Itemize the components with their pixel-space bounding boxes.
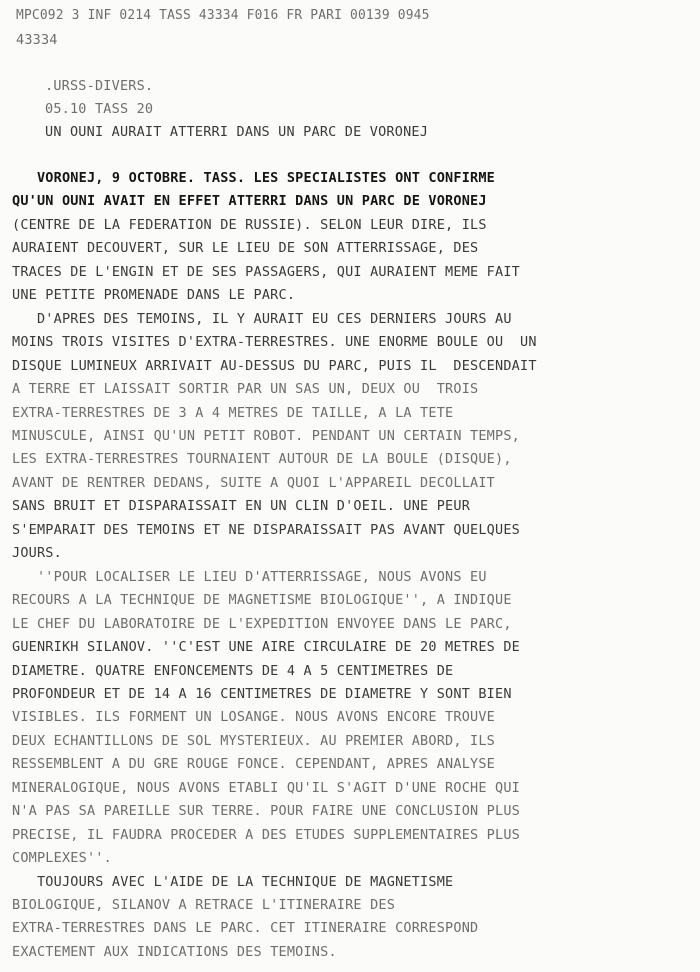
body-line: A TERRE ET LAISSAIT SORTIR PAR UN SAS UN, DEUX OU TROIS (12, 381, 479, 397)
body-line: COMPLEXES''. (12, 850, 112, 866)
body-line: BIOLOGIQUE, SILANOV A RETRACE L'ITINERAIRE DES (12, 896, 396, 913)
body-line: EXACTEMENT AUX INDICATIONS DES TEMOINS. (12, 943, 337, 960)
body-line: RECOURS A LA TECHNIQUE DE MAGNETISME BIOLOGIQUE'', A INDIQUE (12, 592, 512, 609)
body-line: AURAIENT DECOUVERT, SUR LE LIEU DE SON ATTERRISSAGE, DES (12, 240, 479, 257)
body-line: VISIBLES. ILS FORMENT UN LOSANGE. NOUS AVONS ENCORE TROUVE (12, 709, 496, 726)
body-line: QU'UN OUNI AVAIT EN EFFET ATTERRI DANS UN PARC DE VORONEJ (12, 193, 487, 210)
body-line: AVANT DE RENTRER DEDANS, SUITE A QUOI L'APPAREIL DECOLLAIT (12, 474, 496, 491)
body-line: PROFONDEUR ET DE 14 A 16 CENTIMETRES DE DIAMETRE Y SONT BIEN (12, 685, 512, 702)
headline: UN OUNI AURAIT ATTERRI DANS UN PARC DE VORONEJ (45, 124, 429, 140)
routing-line: MPC092 3 INF 0214 TASS 43334 F016 FR PARI 00139 0945 (16, 7, 430, 23)
body-line: JOURS. (12, 545, 62, 562)
body-line: D'APRES DES TEMOINS, IL Y AURAIT EU CES DERNIERS JOURS AU (12, 310, 512, 327)
body-line: TRACES DE L'ENGIN ET DE SES PASSAGERS, QUI AURAIENT MEME FAIT (12, 263, 520, 280)
body-line: LE CHEF DU LABORATOIRE DE L'EXPEDITION ENVOYEE DANS LE PARC, (12, 615, 512, 632)
body-line: N'A PAS SA PAREILLE SUR TERRE. POUR FAIRE UNE CONCLUSION PLUS (12, 803, 520, 820)
body-line: MINUSCULE, AINSI QU'UN PETIT ROBOT. PENDANT UN CERTAIN TEMPS, (12, 427, 520, 444)
body-line: LES EXTRA-TERRESTRES TOURNAIENT AUTOUR DE LA BOULE (DISQUE), (12, 451, 512, 468)
body-line: MINERALOGIQUE, NOUS AVONS ETABLI QU'IL S'AGIT D'UNE ROCHE QUI (12, 779, 520, 796)
body-line: GUENRIKH SILANOV. ''C'EST UNE AIRE CIRCULAIRE DE 20 METRES DE (12, 639, 520, 655)
body-line: TOUJOURS AVEC L'AIDE DE LA TECHNIQUE DE MAGNETISME (12, 873, 454, 890)
body-line: (CENTRE DE LA FEDERATION DE RUSSIE). SELON LEUR DIRE, ILS (12, 216, 487, 233)
body-line: DISQUE LUMINEUX ARRIVAIT AU-DESSUS DU PARC, PUIS IL DESCENDAIT (12, 357, 537, 374)
body-line: RESSEMBLENT A DU GRE ROUGE FONCE. CEPENDANT, APRES ANALYSE (12, 756, 496, 773)
body-line: MOINS TROIS VISITES D'EXTRA-TERRESTRES. UNE ENORME BOULE OU UN (12, 334, 537, 351)
body-line: EXTRA-TERRESTRES DE 3 A 4 METRES DE TAILLE, A LA TETE (12, 404, 454, 421)
code-line: 43334 (16, 32, 58, 48)
body-line: SANS BRUIT ET DISPARAISSAIT EN UN CLIN D'OEIL. UNE PEUR (12, 498, 471, 515)
body-line: PRECISE, IL FAUDRA PROCEDER A DES ETUDES SUPPLEMENTAIRES PLUS (12, 826, 520, 843)
body-line: S'EMPARAIT DES TEMOINS ET NE DISPARAISSAIT PAS AVANT QUELQUES (12, 521, 520, 538)
body-line: UNE PETITE PROMENADE DANS LE PARC. (12, 287, 296, 304)
body-line: DEUX ECHANTILLONS DE SOL MYSTERIEUX. AU PREMIER ABORD, ILS (12, 732, 496, 749)
category-line: .URSS-DIVERS. (45, 78, 154, 94)
body-line: EXTRA-TERRESTRES DANS LE PARC. CET ITINERAIRE CORRESPOND (12, 920, 479, 937)
body-line: ''POUR LOCALISER LE LIEU D'ATTERRISSAGE, NOUS AVONS EU (12, 568, 487, 585)
time-source-line: 05.10 TASS 20 (45, 101, 154, 117)
body-line: DIAMETRE. QUATRE ENFONCEMENTS DE 4 A 5 CENTIMETRES DE (12, 662, 454, 679)
body-line: VORONEJ, 9 OCTOBRE. TASS. LES SPECIALISTES ONT CONFIRME (12, 170, 496, 186)
